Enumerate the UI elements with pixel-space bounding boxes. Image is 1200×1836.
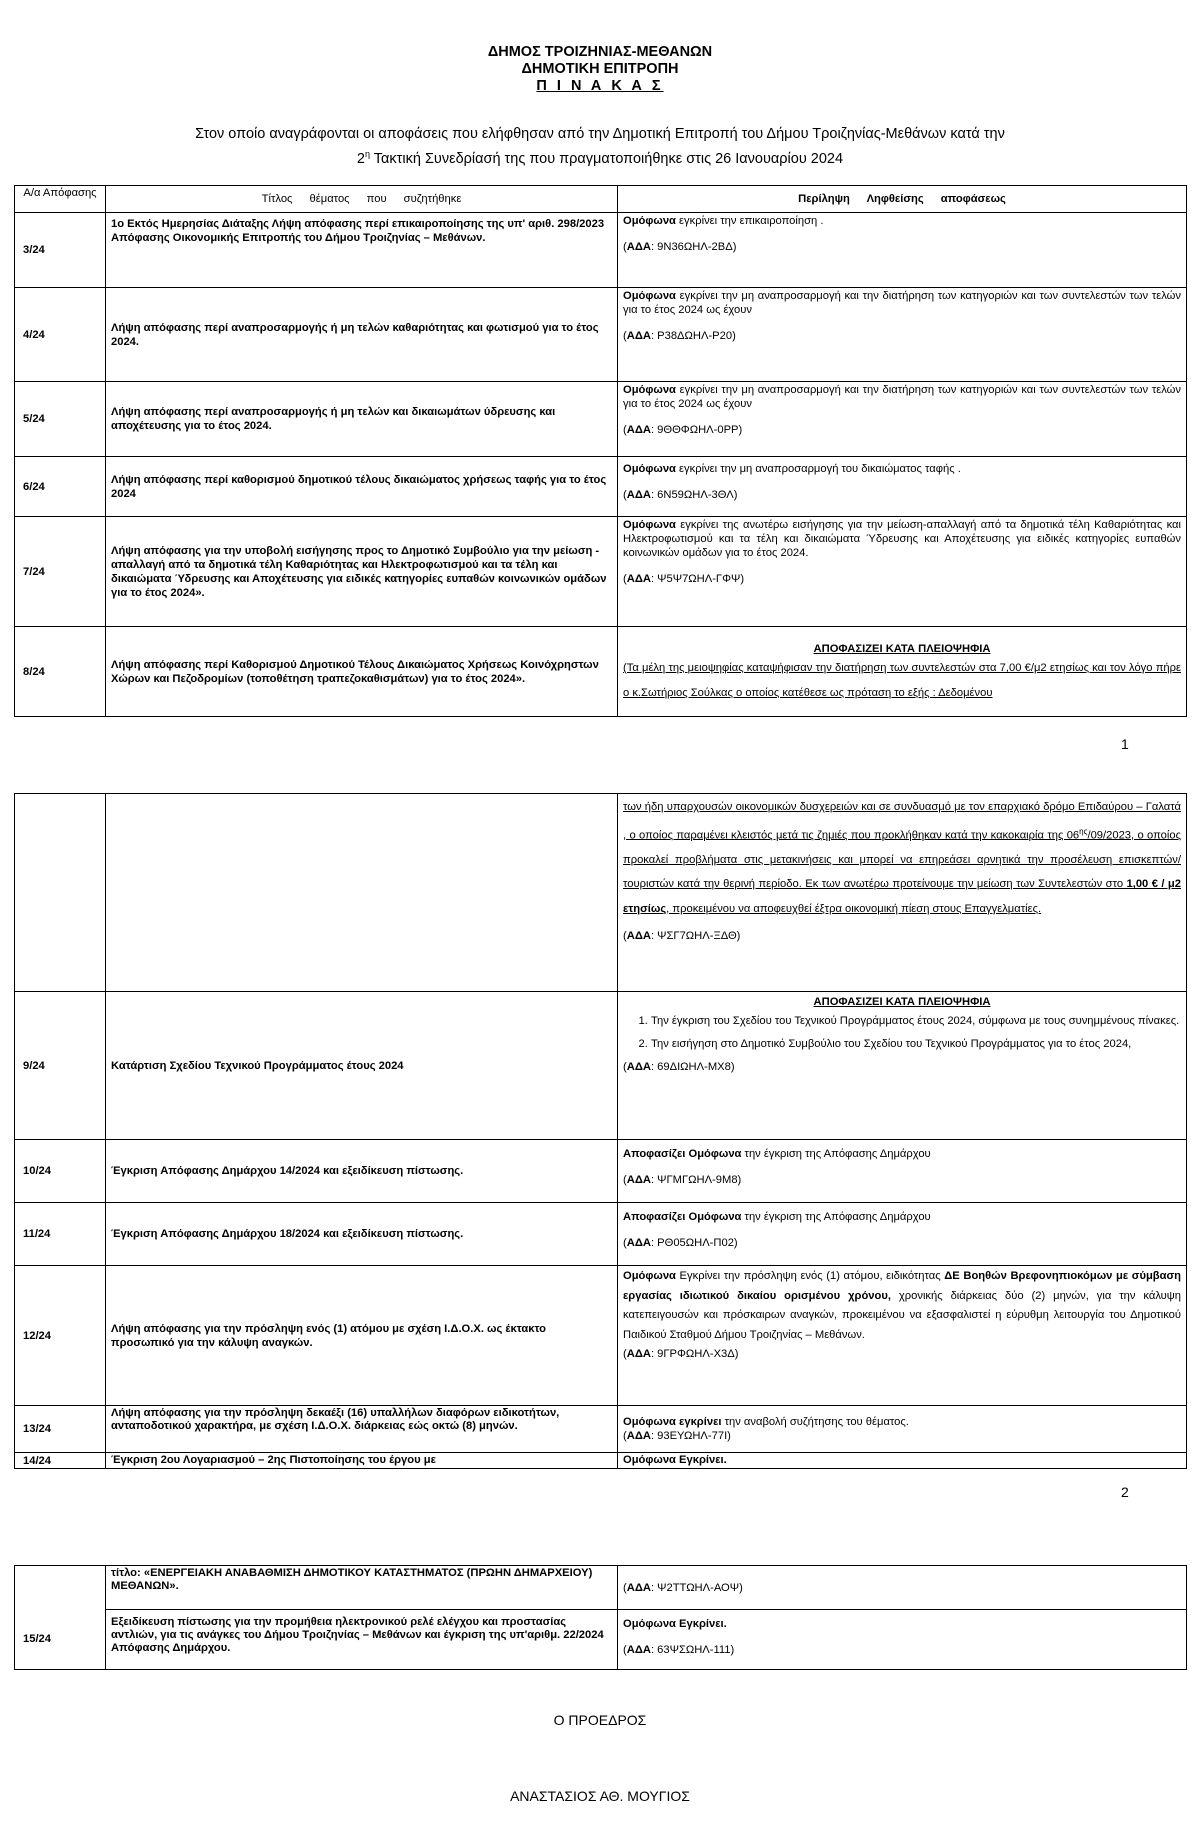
decision-title: Έγκριση 2ου Λογαριασμού – 2ης Πιστοποίησης του έργου με xyxy=(106,1453,618,1469)
subtitle-line-1: Στον οποίο αναγράφονται οι αποφάσεις που ελήφθησαν από την Δημοτική Επιτροπή του Δήμου Τροιζηνίας-Μεθάνων κατά την xyxy=(195,126,1005,142)
decision-title: Έγκριση Απόφασης Δημάρχου 18/2024 και εξειδίκευση πίστωσης. xyxy=(106,1203,618,1266)
subtitle-line-2: $2^\eta$ Τακτική Συνεδρίασή της που πραγματοποιήθηκε στις 26 Ιανουαρίου 2024 xyxy=(356,149,844,167)
decision-summary: Ομόφωνα εγκρίνει την επικαιροποίηση . (ΑΔΑ: 9Ν36ΩΗΛ-2ΒΔ) xyxy=(618,213,1187,288)
decision-number: 14/24 xyxy=(15,1453,106,1469)
decision-title: Εξειδίκευση πίστωσης για την προμήθεια ηλεκτρονικού ρελέ ελέγχου και προστασίας αντλιών, για τις ανάγκες του Δήμου Τροιζηνίας – Μεθάνων και έγκριση της υπ'αριθμ. 22/2024 Απόφασης Δημάρχου. xyxy=(106,1610,618,1670)
decision-summary-continued: των ήδη υπαρχουσών οικονομικών δυσχερειών και σε συνδυασμό με τον επαρχιακό δρόμο Επιδαύρου – Γαλατά , ο οποίος παραμένει κλειστός μετά τις ζημιές που προκλήθηκαν κατά την κακοκαιρία της $06^{\eta\varsigma}/09/2023$, ο οποίος προκαλεί προβλήματα στις μετακινήσεις και μπορεί να επηρεάσει αρνητικά την προσέλευση επισκεπτών/τουριστών κατά την θερινή περίοδο. Εκ των ανωτέρω προτείνουμε την μείωση των Συντελεστών στο 1,00 € / μ2 ετησίως, προκειμένου να αποφευχθεί έξτρα οικονομική πίεση στους Επαγγελματίες. (ΑΔΑ: ΨΣΓ7ΩΗΛ-ΞΔΘ) xyxy=(618,794,1187,992)
decision-number: 3/24 xyxy=(15,213,106,288)
table-row xyxy=(15,1406,1187,1453)
decision-summary: ΑΠΟΦΑΣΙΖΕΙ ΚΑΤΑ ΠΛΕΙΟΨΗΦΙΑ (Τα μέλη της μειοψηφίας καταψήφισαν την διατήρηση των συντελεστών στα 7,00 €/μ2 ετησίως και τον λόγο πήρε ο κ.Σωτήριος Σούλκας ο οποίος κατέθεσε ως πρόταση το εξής : Δεδομένου xyxy=(618,627,1187,717)
column-header-num: Α/α Απόφασης xyxy=(15,186,106,213)
decision-items xyxy=(623,1012,1181,1054)
decision-title: Λήψη απόφασης περί Καθορισμού Δημοτικού Τέλους Δικαιώματος Χρήσεως Κοινόχρηστων Χώρων και Πεζοδρομίων (τοποθέτηση τραπεζοκαθισμάτων) για το έτος 2024». xyxy=(106,627,618,717)
table-row xyxy=(15,1610,1187,1670)
table-row xyxy=(15,517,1187,627)
decisions-table-page-1 xyxy=(14,185,1187,717)
decision-summary: Αποφασίζει Ομόφωνα την έγκριση της Απόφασης Δημάρχου (ΑΔΑ: ΡΘ05ΩΗΛ-Π02) xyxy=(618,1203,1187,1266)
decision-title-continued: τίτλο: «ΕΝΕΡΓΕΙΑΚΗ ΑΝΑΒΑΘΜΙΣΗ ΔΗΜΟΤΙΚΟΥ ΚΑΤΑΣΤΗΜΑΤΟΣ (ΠΡΩΗΝ ΔΗΜΑΡΧΕΙΟΥ) ΜΕΘΑΝΩΝ». xyxy=(106,1566,618,1610)
decision-number: 7/24 xyxy=(15,517,106,627)
decision-number: 5/24 xyxy=(15,382,106,457)
signature-name: ΑΝΑΣΤΑΣΙΟΣ ΑΘ. ΜΟΥΓΙΟΣ xyxy=(510,1788,690,1804)
decision-title: Λήψη απόφασης για την πρόσληψη δεκαέξι (16) υπαλλήλων διαφόρων ειδικοτήτων, ανταποδοτικού χαρακτήρα, με σχέση Ι.Δ.Ο.Χ. διάρκειας εώς οκτώ (8) μηνών. xyxy=(106,1406,618,1453)
decision-number: 11/24 xyxy=(15,1203,106,1266)
ada-code: : Ψ5Ψ7ΩΗΛ-ΓΦΨ) xyxy=(650,573,745,585)
decision-title: Λήψη απόφασης για την υποβολή εισήγησης προς το Δημοτικό Συμβούλιο για την μείωση - απαλλαγή από τα δημοτικά τέλη Καθαριότητας και Ηλεκτροφωτισμού και τα τέλη και δικαιώματα Ύδρευσης και Αποχέτευσης για ειδικές κατηγορίες ευπαθών κοινωνικών ομάδων για το έτος 2024». xyxy=(106,517,618,627)
ada-code: : 9ΓΡΦΩΗΛ-Χ3Δ) xyxy=(650,1348,739,1360)
decision-title: Λήψη απόφασης για την πρόσληψη ενός (1) ατόμου με σχέση Ι.Δ.Ο.Χ. ως έκτακτο προσωπικό για την κάλυψη αναγκών. xyxy=(106,1266,618,1406)
table-row xyxy=(15,1140,1187,1203)
decision-number: 6/24 xyxy=(15,457,106,517)
decision-number: 13/24 xyxy=(15,1406,106,1453)
table-row xyxy=(15,794,1187,992)
table-row xyxy=(15,1203,1187,1266)
decision-summary: Ομόφωνα εγκρίνει της ανωτέρω εισήγησης για την μείωση-απαλλαγή από τα δημοτικά τέλη Καθαριότητας και Ηλεκτροφωτισμού και τα τέλη και δικαιώματα Ύδρευσης και Αποχέτευσης για ειδικές κατηγορίες ευπαθών κοινωνικών ομάδων για το έτος 2024. (ΑΔΑ: Ψ5Ψ7ΩΗΛ-ΓΦΨ) xyxy=(618,517,1187,627)
decision-summary: Ομόφωνα εγκρίνει την μη αναπροσαρμογή και την διατήρηση των κατηγοριών και των συντελεστών των τελών για το έτος 2024 ως έχουν (ΑΔΑ: Ρ38ΔΩΗΛ-Ρ20) xyxy=(618,288,1187,382)
list-item: 2. Την εισήγηση στο Δημοτικό Συμβούλιο του Σχεδίου του Τεχνικού Προγράμματος για το έτος 2024, xyxy=(651,1035,1181,1054)
decision-summary: (ΑΔΑ: Ψ2ΤΤΩΗΛ-ΑΟΨ) xyxy=(618,1566,1187,1610)
decision-title: Λήψη απόφασης περί αναπροσαρμογής ή μη τελών και δικαιωμάτων ύδρευσης και αποχέτευσης για το έτος 2024. xyxy=(106,382,618,457)
document-subtitle xyxy=(0,124,1200,169)
decision-summary: Ομόφωνα εγκρίνει την αναβολή συζήτησης του θέματος. (ΑΔΑ: 93ΕΥΩΗΛ-77Ι) xyxy=(618,1406,1187,1453)
decision-summary: Ομόφωνα εγκρίνει την μη αναπροσαρμογή και την διατήρηση των κατηγοριών και των συντελεστών των τελών για το έτος 2024 ως έχουν (ΑΔΑ: 9ΘΘΦΩΗΛ-0ΡΡ) xyxy=(618,382,1187,457)
decision-title: Λήψη απόφασης περί αναπροσαρμογής ή μη τελών καθαριότητας και φωτισμού για το έτος 2024. xyxy=(106,288,618,382)
decision-summary: Ομόφωνα Εγκρίνει. (ΑΔΑ: 63ΨΣΩΗΛ-111) xyxy=(618,1610,1187,1670)
table-row xyxy=(15,457,1187,517)
decisions-table-page-3 xyxy=(14,1565,1187,1670)
table-heading: Π Ι Ν Α Κ Α Σ xyxy=(536,78,664,94)
ada-code: : ΨΣΓ7ΩΗΛ-ΞΔΘ) xyxy=(650,930,741,943)
page-number: 2 xyxy=(1121,1484,1129,1500)
ada-code: : 9ΘΘΦΩΗΛ-0ΡΡ) xyxy=(650,424,743,436)
page-number: 1 xyxy=(1121,736,1129,752)
majority-heading: ΑΠΟΦΑΣΙΖΕΙ ΚΑΤΑ ΠΛΕΙΟΨΗΦΙΑ xyxy=(813,643,991,655)
column-header-result: Περίληψη Ληφθείσης αποφάσεως xyxy=(618,186,1187,213)
decision-summary: Ομόφωνα Εγκρίνει την πρόσληψη ενός (1) ατόμου, ειδικότητας ΔΕ Βοηθών Βρεφονηπιοκόμων με σύμβαση εργασίας ιδιωτικού δικαίου ορισμένου χρόνου, χρονικής διάρκειας δύο (2) μηνών, για την κάλυψη κατεπειγουσών και πρόσκαιρων αναγκών, προκειμένου να εξασφαλιστεί η εύρυθμη λειτουργία του Δημοτικού Παιδικού Σταθμού Δήμου Τροιζηνίας – Μεθάνων. (ΑΔΑ: 9ΓΡΦΩΗΛ-Χ3Δ) xyxy=(618,1266,1187,1406)
column-header-title: Τίτλος θέματος που συζητήθηκε xyxy=(106,186,618,213)
table-row xyxy=(15,382,1187,457)
ada-code: : ΡΘ05ΩΗΛ-Π02) xyxy=(650,1237,738,1249)
list-item: 1. Την έγκριση του Σχεδίου του Τεχνικού Προγράμματος έτους 2024, σύμφωνα με τους συνημμένους πίνακες. xyxy=(651,1012,1181,1031)
decision-number: 12/24 xyxy=(15,1266,106,1406)
decision-summary: Ομόφωνα εγκρίνει την μη αναπροσαρμογή του δικαιώματος ταφής . (ΑΔΑ: 6Ν59ΩΗΛ-3ΘΛ) xyxy=(618,457,1187,517)
table-row xyxy=(15,627,1187,717)
decision-number: 9/24 xyxy=(15,992,106,1140)
table-row xyxy=(15,288,1187,382)
table-row xyxy=(15,992,1187,1140)
decision-summary: Αποφασίζει Ομόφωνα την έγκριση της Απόφασης Δημάρχου (ΑΔΑ: ΨΓΜΓΩΗΛ-9Μ8) xyxy=(618,1140,1187,1203)
ada-code: : 93ΕΥΩΗΛ-77Ι) xyxy=(650,1430,731,1442)
table-row xyxy=(15,1266,1187,1406)
ada-code: : 9Ν36ΩΗΛ-2ΒΔ) xyxy=(650,241,737,253)
table-header-row xyxy=(15,186,1187,213)
majority-heading: ΑΠΟΦΑΣΙΖΕΙ ΚΑΤΑ ΠΛΕΙΟΨΗΦΙΑ xyxy=(813,996,991,1008)
committee-name: ΔΗΜΟΤΙΚΗ ΕΠΙΤΡΟΠΗ xyxy=(521,61,679,77)
ada-code: : Ψ2ΤΤΩΗΛ-ΑΟΨ) xyxy=(650,1581,743,1594)
decision-number: 4/24 xyxy=(15,288,106,382)
table-row xyxy=(15,213,1187,288)
ada-code: : ΨΓΜΓΩΗΛ-9Μ8) xyxy=(650,1174,742,1186)
municipality-name: ΔΗΜΟΣ ΤΡΟΙΖΗΝΙΑΣ-ΜΕΘΑΝΩΝ xyxy=(487,44,713,60)
decision-title: Έγκριση Απόφασης Δημάρχου 14/2024 και εξειδίκευση πίστωσης. xyxy=(106,1140,618,1203)
ada-code: : Ρ38ΔΩΗΛ-Ρ20) xyxy=(650,330,736,342)
decision-summary: Ομόφωνα Εγκρίνει. xyxy=(618,1453,1187,1469)
decision-title: 1ο Εκτός Ημερησίας Διάταξης Λήψη απόφασης περί επικαιροποίησης της υπ' αριθ. 298/2023 Απόφασης Οικονομικής Επιτροπής του Δήμου Τροιζηνίας – Μεθάνων. xyxy=(106,213,618,288)
decision-title: Λήψη απόφασης περί καθορισμού δημοτικού τέλους δικαιώματος χρήσεως ταφής για το έτος 2024 xyxy=(106,457,618,517)
decision-summary: ΑΠΟΦΑΣΙΖΕΙ ΚΑΤΑ ΠΛΕΙΟΨΗΦΙΑ 1. Την έγκριση του Σχεδίου του Τεχνικού Προγράμματος έτους 2024, σύμφωνα με τους συνημμένους πίνακες. 2. Την εισήγηση στο Δημοτικό Συμβούλιο του Σχεδίου του Τεχνικού Προγράμματος για το έτος 2024, (ΑΔΑ: 69ΔΙΩΗΛ-ΜΧ8) xyxy=(618,992,1187,1140)
decision-number: 15/24 xyxy=(15,1610,106,1670)
decision-title: Κατάρτιση Σχεδίου Τεχνικού Προγράμματος έτους 2024 xyxy=(106,992,618,1140)
decision-number: 10/24 xyxy=(15,1140,106,1203)
signature-role: Ο ΠΡΟΕΔΡΟΣ xyxy=(553,1712,647,1728)
table-row xyxy=(15,1566,1187,1610)
decisions-table-page-2 xyxy=(14,793,1187,1469)
ada-code: : 63ΨΣΩΗΛ-111) xyxy=(650,1644,735,1656)
decision-number: 8/24 xyxy=(15,627,106,717)
ada-code: : 69ΔΙΩΗΛ-ΜΧ8) xyxy=(650,1061,735,1073)
document-header xyxy=(0,44,1200,95)
table-row xyxy=(15,1453,1187,1469)
ada-code: : 6Ν59ΩΗΛ-3ΘΛ) xyxy=(650,489,738,501)
